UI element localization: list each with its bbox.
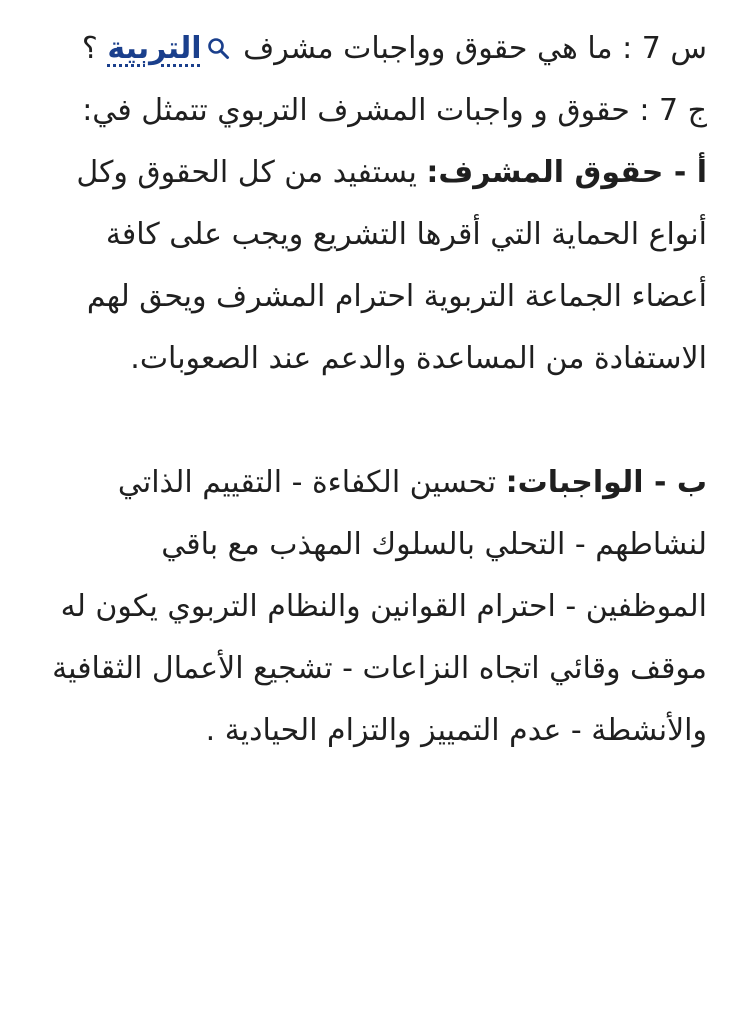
question-prefix: س 7 : ما هي حقوق وواجبات مشرف <box>233 31 707 66</box>
rights-label: أ - حقوق المشرف: <box>426 155 707 190</box>
duties-text: تحسين الكفاءة - التقييم الذاتي لنشاطهم - التحلي بالسلوك المهذب مع باقي الموظفين - احترام القوانين والنظام التربوي يكون له موقف وقائي اتجاه النزاعات - تشجيع الأعمال الثقافية والأنشطة - عدم التمييز والتزام الحيادية . <box>52 465 707 748</box>
search-icon[interactable] <box>206 36 230 60</box>
duties-label: ب - الواجبات: <box>505 465 707 500</box>
rights-paragraph <box>40 142 707 390</box>
answer-intro: ج 7 : حقوق و واجبات المشرف التربوي تتمثل في: <box>82 93 707 128</box>
question-suffix: ؟ <box>81 31 108 66</box>
rights-text: يستفيد من كل الحقوق وكل أنواع الحماية التي أقرها التشريع ويجب على كافة أعضاء الجماعة التربوية احترام المشرف ويحق لهم الاستفادة من المساعدة والدعم عند الصعوبات. <box>76 155 707 376</box>
paragraph-spacer <box>40 390 707 452</box>
question-paragraph <box>40 18 707 80</box>
duties-paragraph <box>40 452 707 762</box>
keyword-link-education[interactable]: التربية <box>107 31 202 66</box>
